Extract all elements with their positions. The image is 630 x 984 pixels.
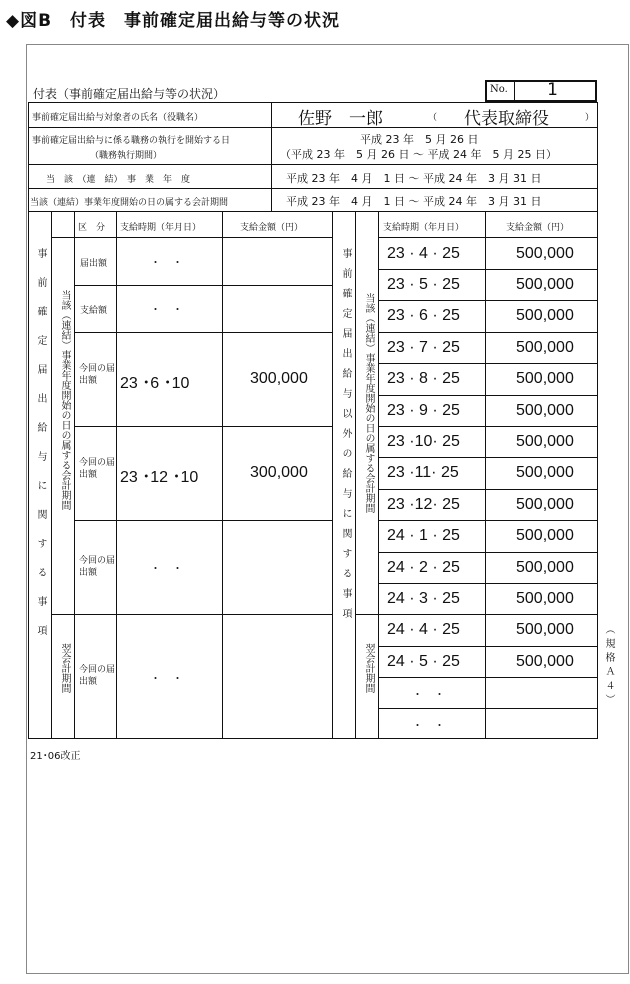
revision-footnote: 21･06改正 xyxy=(30,751,81,762)
row-fiscal-year-label: 当 該 （連 結） 事 業 年 度 xyxy=(46,175,191,185)
right-row-date: 24 · 1 · 25 xyxy=(387,527,460,544)
right-row-amount: 500,000 xyxy=(516,370,574,387)
left-row-kubun: 支給額 xyxy=(80,306,108,316)
right-row-date: 23 ·11· 25 xyxy=(387,464,459,481)
right-outer-label: 事前確定届出給与以外の給与に関する事項 xyxy=(340,248,351,628)
right-row-amount: 500,000 xyxy=(516,276,574,293)
form-title: 付表（事前確定届出給与等の状況） xyxy=(33,87,226,101)
left-col-kubun: 区 分 xyxy=(78,223,106,233)
right-next-period-label: 翌会計期間 xyxy=(363,643,374,693)
role-open-paren: （ xyxy=(428,113,438,123)
right-row-amount: 500,000 xyxy=(516,590,574,607)
left-row-date: ・ ・ xyxy=(150,256,183,269)
left-row-amount: 300,000 xyxy=(250,464,308,481)
right-row-amount: 500,000 xyxy=(516,402,574,419)
execution-period-value: （平成 23 年 5 月 26 日 〜 平成 24 年 5 月 25 日） xyxy=(280,148,557,161)
right-row-date: 23 ·12· 25 xyxy=(387,496,460,513)
right-row-date: ・ ・ xyxy=(412,719,445,732)
left-row-date: ・ ・ xyxy=(150,672,183,685)
row-start-date-sublabel: （職務執行期間） xyxy=(90,151,163,161)
right-row-amount: 500,000 xyxy=(516,307,574,324)
left-row-kubun: 今回の届出額 xyxy=(79,556,116,578)
left-row-date: 23 ･12 ･10 xyxy=(120,469,199,486)
right-row-date: 23 · 8 · 25 xyxy=(387,370,460,387)
left-row-date: 23 ･6 ･10 xyxy=(120,375,190,392)
right-row-date: 24 · 5 · 25 xyxy=(387,653,460,670)
right-row-date: 23 ·10· 25 xyxy=(387,433,460,450)
right-row-amount: 500,000 xyxy=(516,339,574,356)
right-row-date: 24 · 3 · 25 xyxy=(387,590,460,607)
left-row-kubun: 今回の届出額 xyxy=(79,364,116,386)
left-current-period-label: 当該（連結）事業年度開始の日の属する会計期間 xyxy=(59,290,70,510)
right-row-amount: 500,000 xyxy=(516,245,574,262)
row-accounting-period-label: 当該（連結）事業年度開始の日の属する会計期間 xyxy=(30,198,229,208)
right-row-amount: 500,000 xyxy=(516,559,574,576)
right-row-amount: 500,000 xyxy=(516,653,574,670)
right-row-amount: 500,000 xyxy=(516,464,574,481)
left-row-kubun: 今回の届出額 xyxy=(79,458,116,480)
right-row-date: 23 · 5 · 25 xyxy=(387,276,460,293)
right-current-period-label: 当該（連結）事業年度開始の日の属する会計期間 xyxy=(363,293,374,513)
right-row-date: 24 · 4 · 25 xyxy=(387,621,460,638)
right-row-date: 23 · 9 · 25 xyxy=(387,402,460,419)
left-row-date: ・ ・ xyxy=(150,303,183,316)
left-row-date: ・ ・ xyxy=(150,562,183,575)
right-row-date: 23 · 4 · 25 xyxy=(387,245,460,262)
left-row-amount: 300,000 xyxy=(250,370,308,387)
paper-size-note: （規格Ａ４） xyxy=(603,624,614,708)
right-row-date: 24 · 2 · 25 xyxy=(387,559,460,576)
left-row-kubun: 届出額 xyxy=(80,259,108,269)
left-next-period-label: 翌会計期間 xyxy=(59,643,70,693)
recipient-role: 代表取締役 xyxy=(464,109,549,129)
left-row-kubun: 今回の届出額 xyxy=(79,665,116,687)
start-date-value: 平成 23 年 5 月 26 日 xyxy=(360,133,479,146)
right-row-amount: 500,000 xyxy=(516,433,574,450)
right-row-date: 23 · 7 · 25 xyxy=(387,339,460,356)
number-label: No. xyxy=(490,84,508,95)
left-outer-label: 事前確定届出給与に関する事項 xyxy=(35,248,46,654)
role-close-paren: ） xyxy=(585,113,595,123)
right-col-date: 支給時期（年月日） xyxy=(383,223,465,233)
right-row-amount: 500,000 xyxy=(516,496,574,513)
right-row-amount: 500,000 xyxy=(516,527,574,544)
accounting-period-value: 平成 23 年 4 月 1 日 〜 平成 24 年 3 月 31 日 xyxy=(286,195,542,208)
right-col-amount: 支給金額（円） xyxy=(506,223,570,233)
row-start-date-label: 事前確定届出給与に係る職務の執行を開始する日 xyxy=(32,136,231,146)
right-row-date: ・ ・ xyxy=(412,688,445,701)
right-row-amount: 500,000 xyxy=(516,621,574,638)
number-value: 1 xyxy=(547,80,558,100)
left-col-date: 支給時期（年月日） xyxy=(120,223,202,233)
row-name-label: 事前確定届出給与対象者の氏名（役職名） xyxy=(32,113,204,123)
recipient-name: 佐野 一郎 xyxy=(298,109,383,129)
fiscal-year-value: 平成 23 年 4 月 1 日 〜 平成 24 年 3 月 31 日 xyxy=(286,172,542,185)
page-heading: ◆図B 付表 事前確定届出給与等の状況 xyxy=(6,11,341,31)
right-row-date: 23 · 6 · 25 xyxy=(387,307,460,324)
left-col-amount: 支給金額（円） xyxy=(240,223,304,233)
